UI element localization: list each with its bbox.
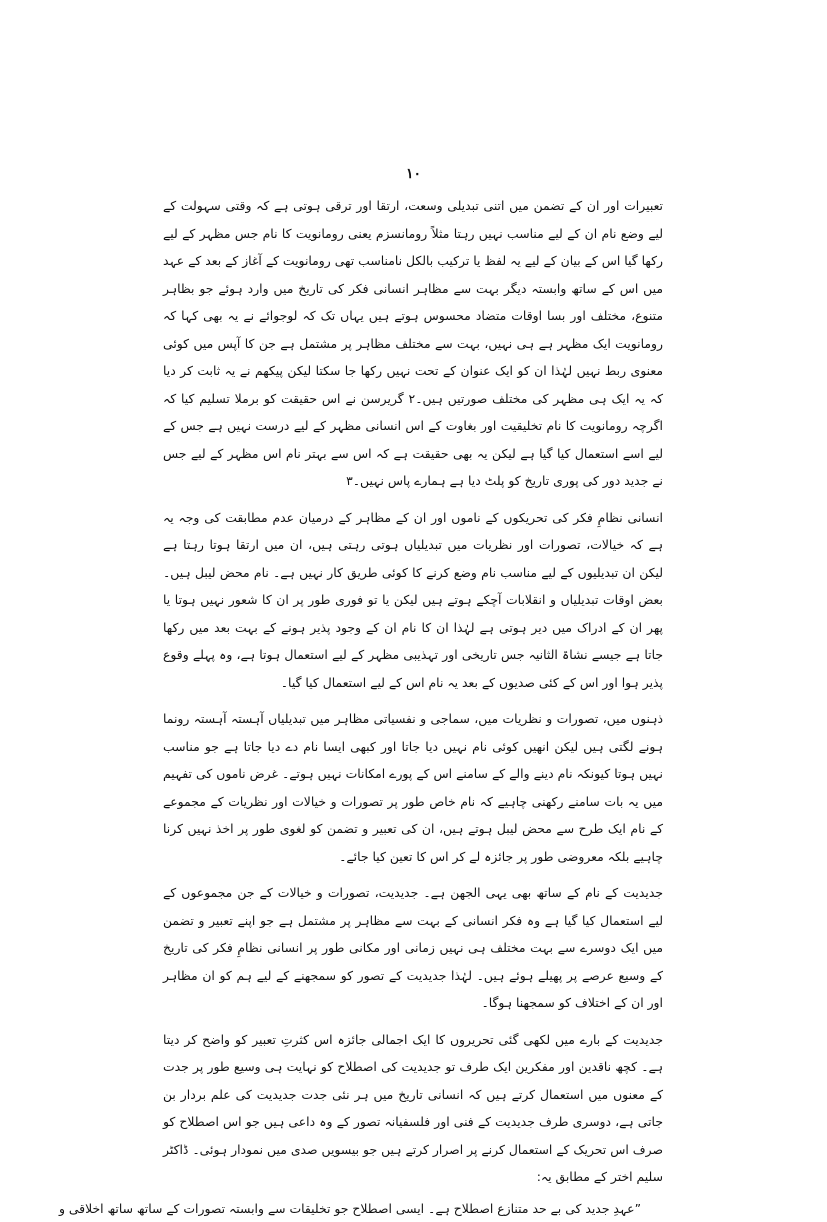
body-text	[163, 192, 663, 1222]
paragraph: جدیدیت کے بارے میں لکھی گئی تحریروں کا ایک اجمالی جائزہ اس کثرتِ تعبیر کو واضح کر دیتا ہے۔ کچھ ناقدین اور مفکرین ایک طرف تو جدیدیت کی اصطلاح کو نہایت ہی وسیع طور پر جدت کے معنوں میں استعمال کرتے ہیں کہ انسانی تاریخ میں ہر نئی جدت جدیدیت کی علم بردار بن جاتی ہے، دوسری طرف جدیدیت کے فنی اور فلسفیانہ تصور کے وہ داعی ہیں جو اس اصطلاح کو صرف اس تحریک کے استعمال کرنے پر اصرار کرتے ہیں جو بیسویں صدی میں نمودار ہوئی۔ ڈاکٹر سلیم اختر کے مطابق یہ:	[163, 1026, 663, 1191]
paragraph: جدیدیت کے نام کے ساتھ بھی یہی الجھن ہے۔ جدیدیت، تصورات و خیالات کے جن مجموعوں کے لیے استعمال کیا گیا ہے وہ فکر انسانی کے بہت سے مظاہر پر مشتمل ہے جو اپنے تعبیر و تضمن میں ایک دوسرے سے بہت مختلف ہی نہیں زمانی اور مکانی طور پر انسانی نظامِ فکر کی تاریخ کے وسیع عرصے پر پھیلے ہوئے ہیں۔ لہٰذا جدیدیت کے تصور کو سمجھنے کے لیے ہم کو ان مظاہر اور ان کے اختلاف کو سمجھنا ہوگا۔	[163, 879, 663, 1017]
block-quote: ”عہدِ جدید کی بے حد متنازع اصطلاح ہے۔ ایسی اصطلاح جو تخلیقات سے وابستہ تصورات کے ساتھ ساتھ اخلاقی و	[163, 1195, 641, 1222]
paragraph: تعبیرات اور ان کے تضمن میں اتنی تبدیلی وسعت، ارتقا اور ترقی ہوتی ہے کہ وقتی سہولت کے لیے وضع نام ان کے لیے مناسب نہیں رہتا مثلاً رومانسزم یعنی رومانویت کا نام جس مظہر کے لیے رکھا گیا اس کے بیان کے لیے یہ لفظ یا ترکیب بالکل نامناسب تھی رومانویت کے آغاز کے بعد کے عہد میں اس کے ساتھ وابستہ دیگر بہت سے مظاہر انسانی فکر کی تاریخ میں وارد ہوئے جو بظاہر متنوع، مختلف اور بسا اوقات متضاد محسوس ہوتے ہیں یہاں تک کہ لوجوائے نے یہ بھی کہا کہ رومانویت ایک مظہر ہے ہی نہیں، بہت سے مختلف مظاہر پر مشتمل ہے جن کا آپس میں کوئی معنوی ربط نہیں لہٰذا ان کو ایک عنوان کے تحت نہیں رکھا جا سکتا لیکن پیکھم نے یہ ثابت کر دیا کہ یہ ایک ہی مظہر کی مختلف صورتیں ہیں۔۲ گریرسن نے اس حقیقت کو برملا تسلیم کیا کہ اگرچہ رومانویت کا نام تخلیقیت اور بغاوت کے اس انسانی مظہر کے لیے درست نہیں ہے جس کے لیے اسے استعمال کیا گیا ہے لیکن یہ بھی حقیقت ہے کہ اس سے بہتر نام اس مظہر کے لیے جس نے جدید دور کی پوری تاریخ کو پلٹ دیا ہے ہمارے پاس نہیں۔۳	[163, 192, 663, 495]
page-number: ۱۰	[0, 166, 827, 182]
paragraph: انسانی نظامِ فکر کی تحریکوں کے ناموں اور ان کے مظاہر کے درمیان عدم مطابقت کی وجہ یہ ہے کہ خیالات، تصورات اور نظریات میں تبدیلیاں ہوتی رہتی ہیں، ان میں ارتقا ہوتا رہتا ہے لیکن ان تبدیلیوں کے لیے مناسب نام وضع کرنے کا کوئی طریق کار نہیں ہے۔ نام محض لیبل ہیں۔ بعض اوقات تبدیلیاں و انقلابات آچکے ہوتے ہیں لیکن یا تو فوری طور پر ان کا شعور نہیں ہوتا یا پھر ان کے ادراک میں دیر ہوتی ہے لہٰذا ان کا نام ان کے وجود پذیر ہونے کے بہت بعد میں رکھا جاتا ہے جیسے نشاۃ الثانیہ جس تاریخی اور تہذیبی مظہر کے لیے استعمال ہوتا ہے، وہ پہلے وقوع پذیر ہوا اور اس کے کئی صدیوں کے بعد یہ نام اس کے لیے استعمال کیا گیا۔	[163, 504, 663, 697]
paragraph: ذہنوں میں، تصورات و نظریات میں، سماجی و نفسیاتی مظاہر میں تبدیلیاں آہستہ آہستہ رونما ہونے لگتی ہیں لیکن انھیں کوئی نام نہیں دیا جاتا اور کبھی ایسا نام دے دیا جاتا ہے جو مناسب نہیں ہوتا کیونکہ نام دینے والے کے سامنے اس کے پورے امکانات نہیں ہوتے۔ غرض ناموں کی تفہیم میں یہ بات سامنے رکھنی چاہیے کہ نام خاص طور پر تصورات و خیالات اور نظریات کے مجموعے کے نام ایک طرح سے محض لیبل ہوتے ہیں، ان کی تعبیر و تضمن کو لغوی طور پر اخذ نہیں کرنا چاہیے بلکہ معروضی طور پر جائزہ لے کر اس کا تعین کیا جائے۔	[163, 705, 663, 870]
